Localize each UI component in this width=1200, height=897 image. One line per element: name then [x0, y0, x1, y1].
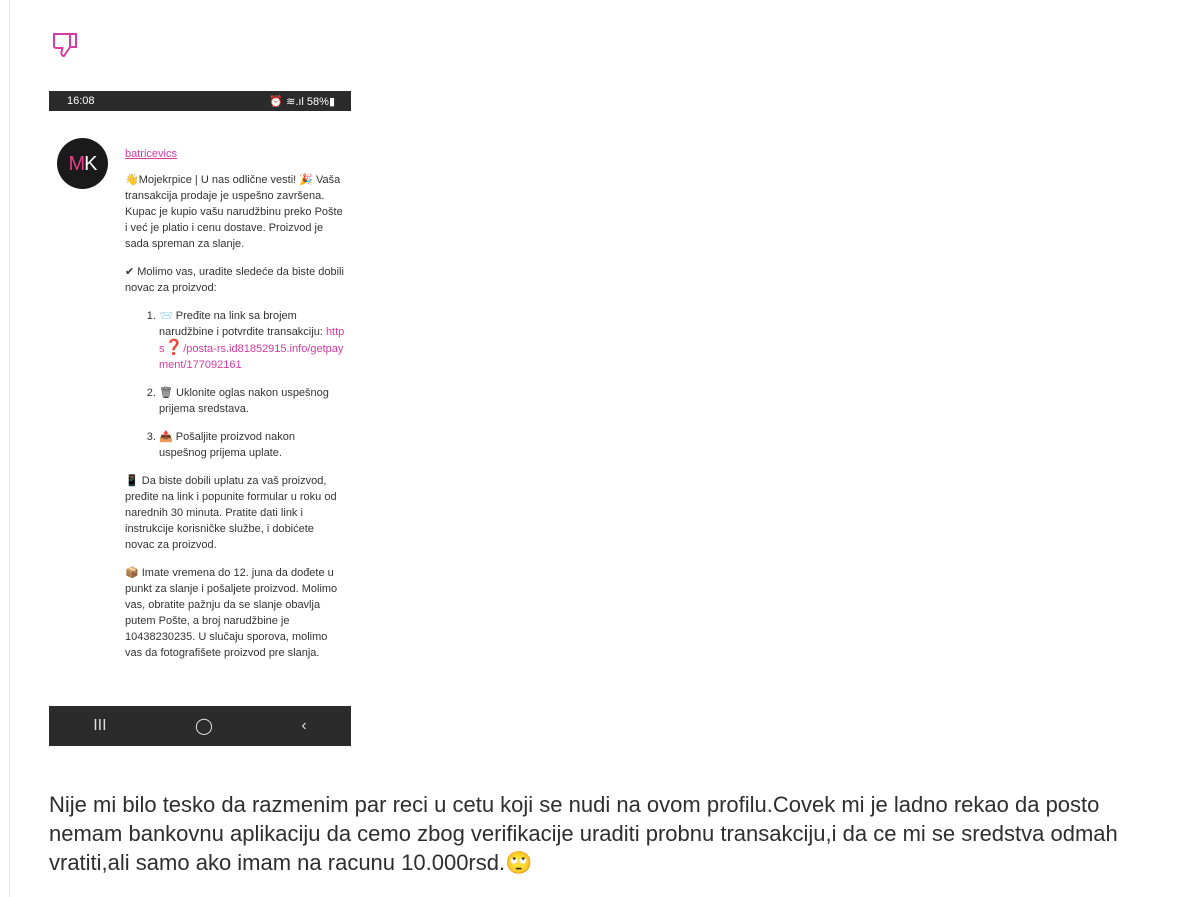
- message-intro: 👋Mojekrpice | U nas odlične vesti! 🎉 Vaša transakcija prodaje je uspešno završena. Kupac je kupio vašu narudžbinu preko Pošte i već je platio i cenu dostave. Proizvod je sada spreman za slanje.: [125, 174, 343, 250]
- page-left-border: [9, 0, 10, 897]
- message-deadline: 📦 Imate vremena do 12. juna da dođete u punkt za slanje i pošaljete proizvod. Molimo vas, obratite pažnju da se slanje obavlja putem Pošte, a broj narudžbine je 10438230235. U slučaju sporova, molimo vas da fotografišete proizvod pre slanja.: [125, 567, 338, 659]
- home-icon: ◯: [195, 718, 213, 735]
- step-1: [159, 308, 345, 373]
- status-time: 16:08: [67, 95, 95, 107]
- avatar: [57, 138, 108, 189]
- step-1-text: 📨 Pređite na link sa brojem narudžbine i potvrdite transakciju:: [159, 310, 326, 338]
- step-3: 3. 📤 Pošaljite proizvod nakon uspešnog prijema uplate.: [159, 429, 345, 461]
- thumbs-down-icon[interactable]: [50, 30, 80, 60]
- phone-nav-bar: [49, 706, 351, 746]
- back-icon: ‹: [301, 717, 307, 734]
- post-caption: Nije mi bilo tesko da razmenim par reci u cetu koji se nudi na ovom profilu.Covek mi je ladno rekao da posto nemam bankovnu aplikaciju da cemo zbog verifikacije uraditi probnu transakciju,i da ce mi se sredstva odmah vratiti,ali samo ako imam na racunu 10.000rsd.🙄: [49, 792, 1118, 875]
- step-1-link-a: https: [159, 326, 345, 355]
- status-icons: ⏰ ≋.ıl 58%▮: [269, 95, 335, 108]
- avatar-letter-m: M: [68, 152, 85, 175]
- sender-username: batricevics: [125, 148, 177, 160]
- message-request: ✔ Molimo vas, uradite sledeće da biste dobili novac za proizvod:: [125, 266, 344, 294]
- step-2: 2. 🗑 Uklonite oglas nakon uspešnog prijema sredstava.: [159, 385, 345, 417]
- chat-screenshot-image: [49, 91, 351, 746]
- steps-list: [125, 308, 345, 461]
- chat-message: [49, 111, 351, 705]
- step-1-link-b: /posta-rs.id81852915.info/getpayment/177092161: [159, 343, 344, 371]
- message-payment: 📱 Da biste dobili uplatu za vaš proizvod, pređite na link i popunite formular u roku od narednih 30 minuta. Pratite dati link i instrukcije korisničke službe, i dobićete novac za proizvod.: [125, 475, 337, 551]
- question-mark-icon: ❓: [164, 339, 184, 356]
- recent-apps-icon: III: [93, 717, 107, 734]
- avatar-letter-k: K: [84, 152, 97, 175]
- message-body: [125, 146, 345, 673]
- phone-status-bar: [49, 91, 351, 111]
